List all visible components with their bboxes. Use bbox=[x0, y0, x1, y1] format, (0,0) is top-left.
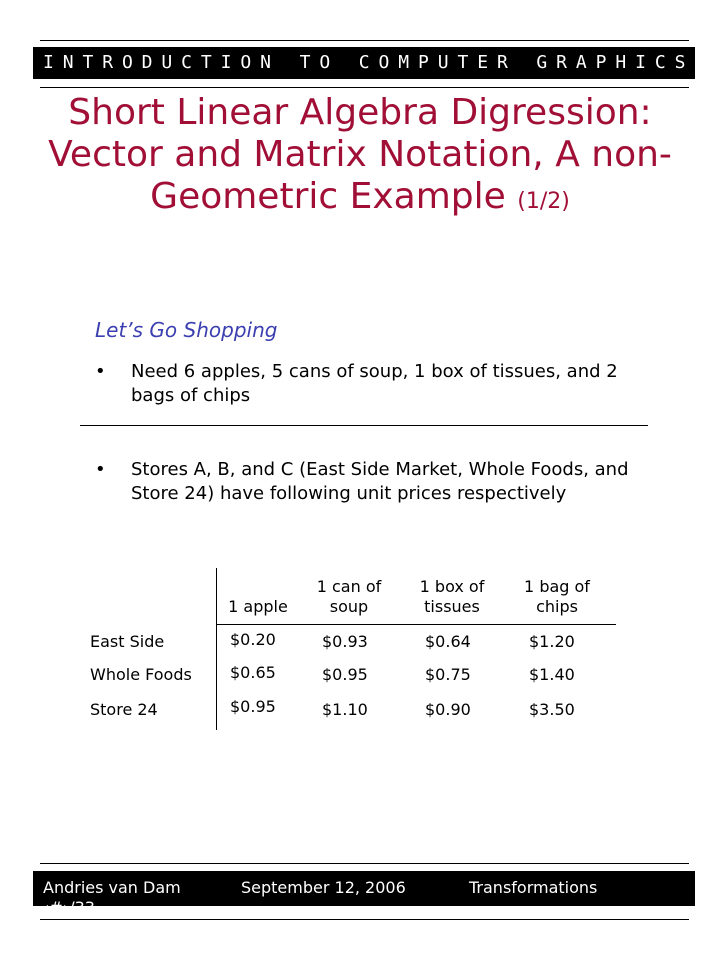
price-cell: $0.64 bbox=[425, 632, 471, 651]
header-bottom-rule bbox=[40, 87, 689, 88]
section-subtitle: Let’s Go Shopping bbox=[95, 318, 278, 342]
footer-bar bbox=[33, 871, 695, 917]
price-cell: $3.50 bbox=[529, 700, 575, 719]
bullet-store-prices: Stores A, B, and C (East Side Market, Whole Foods, and Store 24) have following unit prices respectively bbox=[131, 459, 629, 504]
footer-page-number: ‹#›/33 bbox=[43, 898, 95, 917]
column-header-tissues: 1 box of tissues bbox=[419, 577, 485, 616]
price-cell: $0.95 bbox=[230, 697, 276, 716]
footer-top-rule bbox=[40, 863, 689, 864]
footer-date: September 12, 2006 bbox=[241, 878, 406, 897]
price-cell: $0.65 bbox=[230, 663, 276, 682]
price-cell: $1.40 bbox=[529, 665, 575, 684]
price-cell: $0.93 bbox=[322, 632, 368, 651]
slide-title bbox=[30, 92, 690, 223]
section-divider bbox=[80, 425, 648, 426]
price-cell: $1.20 bbox=[529, 632, 575, 651]
slide-title-part: (1/2) bbox=[517, 189, 570, 214]
slide-title-main: Short Linear Algebra Digression: Vector and Matrix Notation, A non-Geometric Example bbox=[48, 92, 672, 217]
column-header-chips: 1 bag of chips bbox=[524, 577, 590, 616]
table-header-rule bbox=[216, 624, 616, 625]
course-banner: INTRODUCTION TO COMPUTER GRAPHICS bbox=[33, 47, 695, 79]
price-cell: $0.95 bbox=[322, 665, 368, 684]
column-header-soup: 1 can of soup bbox=[316, 577, 382, 616]
table-vertical-rule bbox=[216, 568, 217, 730]
row-label-east-side: East Side bbox=[90, 632, 165, 651]
price-cell: $0.90 bbox=[425, 700, 471, 719]
price-cell: $0.20 bbox=[230, 630, 276, 649]
price-cell: $1.10 bbox=[322, 700, 368, 719]
bullet-marker: • bbox=[95, 459, 106, 480]
price-cell: $0.75 bbox=[425, 665, 471, 684]
bullet-marker: • bbox=[95, 361, 106, 382]
bullet-shopping-list: Need 6 apples, 5 cans of soup, 1 box of tissues, and 2 bags of chips bbox=[131, 361, 618, 406]
row-label-store-24: Store 24 bbox=[90, 700, 158, 719]
row-label-whole-foods: Whole Foods bbox=[90, 665, 192, 684]
footer-author: Andries van Dam bbox=[43, 878, 181, 897]
header-top-rule bbox=[40, 40, 689, 41]
footer-bottom-rule bbox=[40, 919, 689, 920]
column-header-apple: 1 apple bbox=[228, 597, 288, 616]
footer-topic: Transformations bbox=[469, 878, 598, 897]
